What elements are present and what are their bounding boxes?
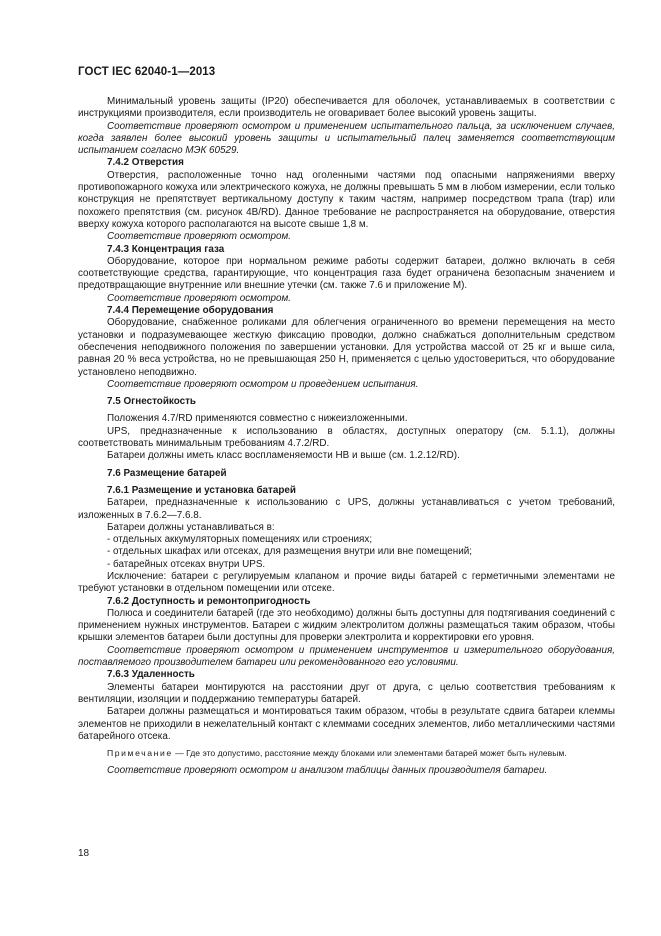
compliance-note: Соответствие проверяют осмотром и применением испытательного пальца, за исключением случаев, когда заявлен более высокий уровень защиты и испытательный палец заменяется соответствующим испытанием согласно МЭК 60529. (78, 120, 615, 157)
note-label: Примечание (107, 748, 173, 759)
paragraph: Батареи, предназначенные к использованию с UPS, должны устанавливаться с учетом требований, изложенных в 7.6.2—7.6.8. (78, 497, 615, 521)
note (78, 748, 615, 760)
compliance-note: Соответствие проверяют осмотром и проведением испытания. (107, 378, 419, 390)
compliance-note: Соответствие проверяют осмотром и применением инструментов и измерительного оборудования, поставляемого производителем батареи или рекомендованного его условиями. (78, 644, 615, 669)
paragraph: Полюса и соединители батарей (где это необходимо) должны быть доступны для подтягивания соединений с применением нужных инструментов. Батареи с жидким электролитом должны размещаться таким образом, чтобы крышки элементов батареи были доступны для проверки электролита и корректировки его уровня. (78, 607, 615, 644)
paragraph: Батареи должны размещаться и монтироваться таким образом, чтобы в результате сдвига батареи клеммы элементов не приходили в нежелательный контакт с клеммами соседних элементов, либо металлическими частями батарейного отсека. (78, 706, 615, 742)
section-heading-7-6: 7.6 Размещение батарей (107, 467, 227, 479)
list-item: - отдельных аккумуляторных помещениях или строениях; (107, 534, 373, 546)
compliance-note: Соответствие проверяют осмотром. (107, 292, 292, 304)
paragraph: Оборудование, снабженное роликами для облегчения ограниченного во времени перемещения на место установки и подразумевающее жесткую фиксацию проводки, должно снабжаться дополнительным средством обеспечения неподвижного положения по завершении установки. Для устройства массой от 25 кг и выше сила, равная 20 % веса устройства, но не превышающая 250 Н, применяется с целью удостовериться, что оборудование установлено неподвижно. (78, 317, 615, 378)
section-heading-7-6-2: 7.6.2 Доступность и ремонтопригодность (107, 595, 311, 607)
section-heading-7-4-2: 7.4.2 Отверстия (107, 157, 184, 169)
page-number: 18 (78, 848, 90, 859)
section-heading-7-5: 7.5 Огнестойкость (107, 396, 197, 408)
paragraph: Отверстия, расположенные точно над оголенными частями под опасными напряжениями вверху противопожарного кожуха или электрического кожуха, не должны превышать 5 мм в любом измерении, если только конструкция не препятствует вертикальному доступу к таким частям, например посредством трапа (trap) или похожего препятствия (см. рисунок 4B/RD). Данное требование не распространяется на оборудование, отверстия вверху кожуха которого располагаются на высоте свыше 1,8 м. (78, 169, 615, 230)
section-heading-7-4-4: 7.4.4 Перемещение оборудования (107, 305, 274, 317)
section-heading-7-4-3: 7.4.3 Концентрация газа (107, 243, 225, 255)
paragraph: Минимальный уровень защиты (IP20) обеспечивается для оболочек, устанавливаемых в соответствии с инструкциями производителя, если производитель не оговаривает более высокий уровень защиты. (78, 96, 615, 120)
paragraph: Положения 4.7/RD применяются совместно с нижеизложенными. (107, 413, 408, 425)
paragraph: Батареи должны устанавливаться в: (107, 521, 275, 533)
document-body (78, 96, 615, 777)
paragraph: Оборудование, которое при нормальном режиме работы содержит батареи, должно включать в себя соответствующие средства, гарантирующие, что концентрация газа будет ограничена безопасным значением и предотвращающие внутренние или внешние утечки (см. также 7.6 и приложение М). (78, 255, 615, 292)
compliance-note: Соответствие проверяют осмотром и анализом таблицы данных производителя батареи. (107, 764, 548, 776)
paragraph: Исключение: батареи с регулируемым клапаном и прочие виды батарей с герметичными элементами не требуют установки в отдельном помещении или отсеке. (78, 570, 615, 595)
list-item: - батарейных отсеках внутри UPS. (107, 558, 266, 570)
note-text: — Где это допустимо, расстояние между блоками или элементами батарей может быть нулевым. (172, 748, 567, 759)
section-heading-7-6-1: 7.6.1 Размещение и установка батарей (107, 484, 296, 496)
compliance-note: Соответствие проверяют осмотром. (107, 231, 292, 243)
paragraph: UPS, предназначенные к использованию в областях, доступных оператору (см. 5.1.1), должны соответствовать минимальным требованиям 4.7.2/RD. (78, 425, 615, 450)
document-header: ГОСТ IEC 62040-1—2013 (78, 66, 216, 78)
paragraph: Батареи должны иметь класс воспламеняемости HB и выше (см. 1.2.12/RD). (107, 450, 460, 462)
paragraph: Элементы батареи монтируются на расстоянии друг от друга, с целью соответствия требованиям к вентиляции, изоляции и поддержанию температуры батарей. (78, 681, 615, 705)
list-item: - отдельных шкафах или отсеках, для размещения внутри или вне помещений; (107, 546, 473, 558)
section-heading-7-6-3: 7.6.3 Удаленность (107, 669, 195, 681)
